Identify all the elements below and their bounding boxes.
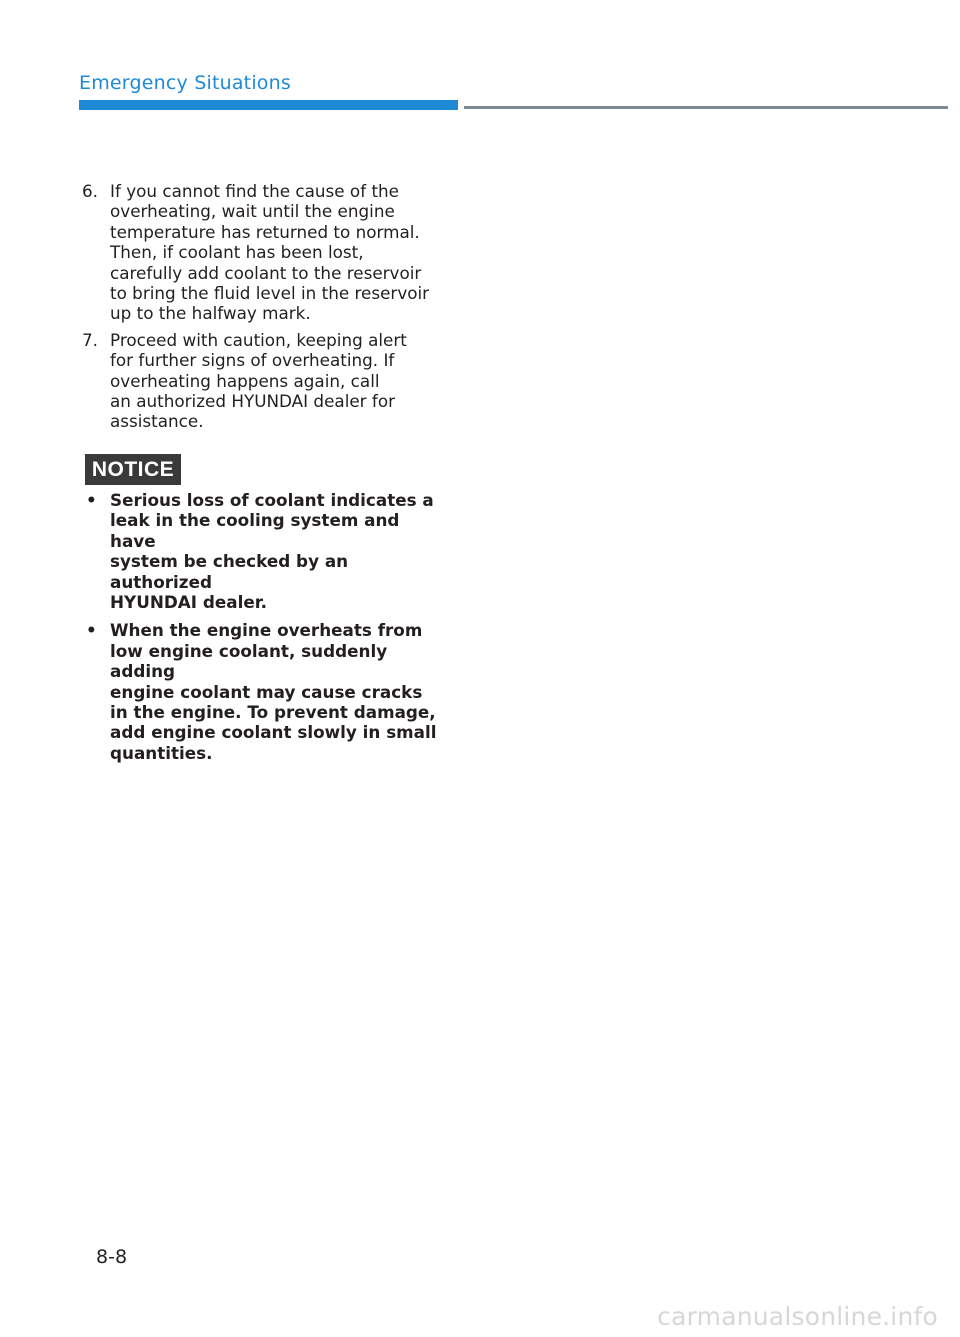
step-line: overheating happens again, call — [110, 370, 380, 391]
notice-list — [86, 490, 446, 771]
step-line: carefully add coolant to the reservoir — [110, 262, 422, 283]
step-line: for further signs of overheating. If — [110, 350, 395, 371]
procedure-steps — [82, 181, 442, 438]
notice-line: HYUNDAI dealer. — [110, 592, 267, 613]
step-number: 7. — [82, 329, 99, 350]
page-number: 8-8 — [96, 1246, 128, 1268]
notice-line: engine coolant may cause cracks — [110, 681, 423, 702]
notice-line: Serious loss of coolant indicates a — [110, 490, 434, 510]
step-line: up to the halfway mark. — [110, 303, 311, 324]
step-line: temperature has returned to normal. — [110, 221, 420, 242]
step-line: Then, if coolant has been lost, — [110, 242, 364, 263]
step-line: assistance. — [110, 411, 204, 432]
step-line: to bring the fluid level in the reservoir — [110, 283, 430, 304]
step-text — [110, 181, 442, 324]
step-line: Proceed with caution, keeping alert — [110, 329, 407, 350]
notice-line: low engine coolant, suddenly adding — [110, 640, 388, 682]
notice-line: quantities. — [110, 742, 213, 763]
step-text — [110, 330, 442, 432]
notice-item — [86, 620, 446, 763]
notice-text — [110, 620, 446, 763]
step-line: overheating, wait until the engine — [110, 201, 395, 222]
notice-line: system be checked by an authorized — [110, 551, 349, 592]
notice-line: in the engine. To prevent damage, — [110, 702, 436, 723]
bullet-icon: • — [86, 620, 97, 641]
step-7 — [82, 330, 442, 432]
bullet-icon: • — [86, 490, 97, 510]
header-divider-rule — [464, 106, 948, 109]
header-accent-rule — [79, 100, 458, 110]
step-number: 6. — [82, 181, 99, 201]
notice-line: add engine coolant slowly in small — [110, 722, 437, 743]
section-title: Emergency Situations — [79, 72, 291, 94]
notice-text — [110, 490, 446, 612]
step-6 — [82, 181, 442, 324]
watermark-text: carmanualsonline.info — [657, 1302, 938, 1331]
step-line: If you cannot find the cause of the — [110, 181, 399, 201]
notice-item — [86, 490, 446, 612]
notice-badge: NOTICE — [85, 454, 181, 485]
step-line: an authorized HYUNDAI dealer for — [110, 391, 395, 412]
notice-line: When the engine overheats from — [110, 620, 423, 641]
notice-line: leak in the cooling system and have — [110, 510, 400, 551]
